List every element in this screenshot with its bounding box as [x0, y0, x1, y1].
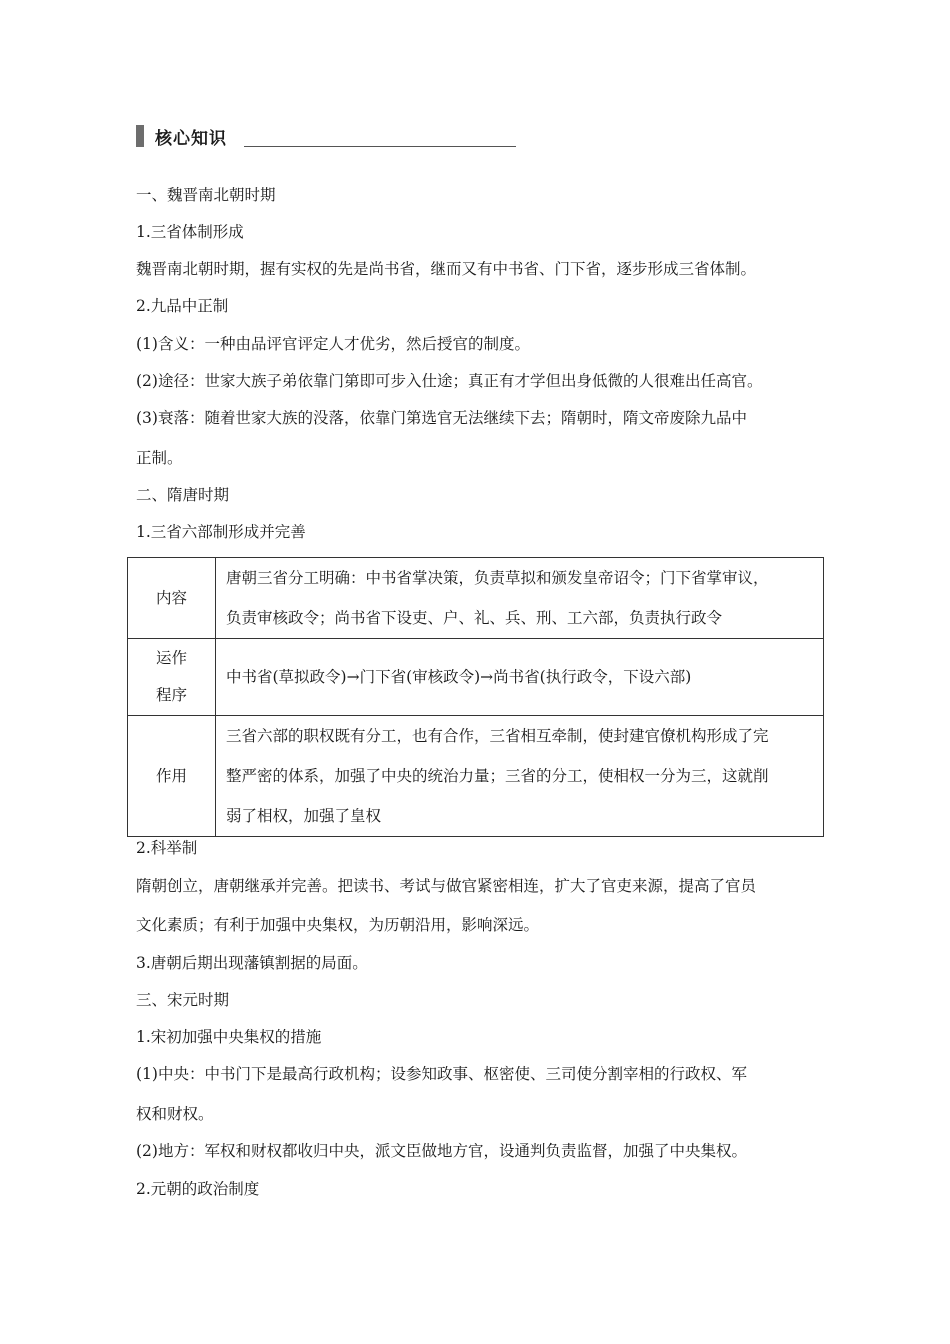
table-row — [128, 639, 824, 716]
subheading-early-song: 1.宋初加强中央集权的措施 — [136, 1028, 322, 1046]
subheading-three-six: 1.三省六部制形成并完善 — [136, 523, 306, 541]
table-row-label: 运作 程序 — [128, 639, 216, 716]
paragraph-central-cont: 权和财权。 — [136, 1105, 214, 1123]
subheading-yuan: 2.元朝的政治制度 — [136, 1180, 260, 1198]
table-row-label: 内容 — [128, 558, 216, 639]
paragraph-central: (1)中央：中书门下是最高行政机构；设参知政事、枢密使、三司使分割宰相的行政权、军 — [136, 1065, 747, 1083]
section-title: 核心知识 — [155, 128, 227, 149]
paragraph-nine-rank-decline: (3)衰落：随着世家大族的没落，依靠门第选官无法继续下去；隋朝时，隋文帝废除九品中 — [136, 409, 747, 427]
paragraph-local: (2)地方：军权和财权都收归中央，派文臣做地方官，设通判负责监督，加强了中央集权。 — [136, 1142, 747, 1160]
section-header — [136, 124, 227, 148]
header-underline — [244, 146, 516, 147]
paragraph-three-departments: 魏晋南北朝时期，握有实权的先是尚书省，继而又有中书省、门下省，逐步形成三省体制。 — [136, 260, 757, 278]
table-row-label: 作用 — [128, 716, 216, 837]
heading-song-yuan: 三、宋元时期 — [136, 991, 230, 1009]
paragraph-imperial-exam: 隋朝创立，唐朝继承并完善。把读书、考试与做官紧密相连，扩大了官吏来源，提高了官员 — [136, 877, 757, 895]
subheading-nine-rank: 2.九品中正制 — [136, 297, 229, 315]
paragraph-nine-rank-path: (2)途径：世家大族子弟依靠门第即可步入仕途；真正有才学但出身低微的人很难出任高官。 — [136, 372, 763, 390]
paragraph-nine-rank-decline-cont: 正制。 — [136, 449, 183, 467]
three-six-table — [127, 557, 824, 837]
subheading-three-departments: 1.三省体制形成 — [136, 223, 244, 241]
subheading-late-tang: 3.唐朝后期出现藩镇割据的局面。 — [136, 954, 368, 972]
header-bar-marker — [136, 125, 144, 147]
subheading-imperial-exam: 2.科举制 — [136, 839, 198, 857]
paragraph-imperial-exam-cont: 文化素质；有利于加强中央集权，为历朝沿用，影响深远。 — [136, 916, 540, 934]
table-row-content: 中书省(草拟政令)→门下省(审核政令)→尚书省(执行政令，下设六部) — [216, 639, 824, 716]
table-row — [128, 716, 824, 837]
heading-sui-tang: 二、隋唐时期 — [136, 486, 230, 504]
heading-wei-jin: 一、魏晋南北朝时期 — [136, 186, 276, 204]
table-row — [128, 558, 824, 639]
table-row-content: 唐朝三省分工明确：中书省掌决策，负责草拟和颁发皇帝诏令；门下省掌审议， 负责审核政令；尚书省下设吏、户、礼、兵、刑、工六部，负责执行政令 — [216, 558, 824, 639]
paragraph-nine-rank-meaning: (1)含义：一种由品评官评定人才优劣，然后授官的制度。 — [136, 335, 530, 353]
table-row-content: 三省六部的职权既有分工，也有合作，三省相互牵制，使封建官僚机构形成了完 整严密的体系，加强了中央的统治力量；三省的分工，使相权一分为三，这就削 弱了相权，加强了皇权 — [216, 716, 824, 837]
